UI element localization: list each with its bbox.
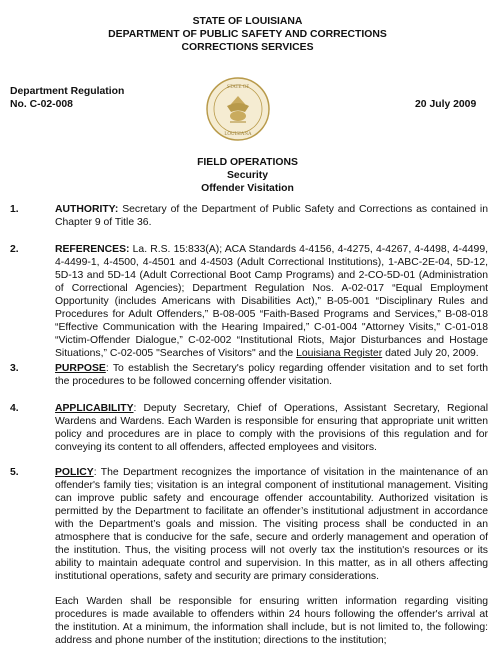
section-paragraph-2: Each Warden shall be responsible for ensuring written information regarding visiting procedures is made available to offenders within 24 hours following the offender's arrival at the institution. At a minimum, the information shall include, but is not limited to, the following: address and phone number of the institution; directions to the institution; — [55, 596, 488, 646]
section-label: AUTHORITY: — [55, 204, 119, 215]
document-header — [0, 15, 495, 54]
section-policy — [10, 466, 488, 647]
section-text: : To establish the Secretary's policy regarding offender visitation and to set forth the procedures to be followed concerning offender visitation. — [55, 363, 488, 387]
state-seal-icon — [205, 76, 271, 142]
subject-line-1: FIELD OPERATIONS — [197, 157, 298, 168]
section-applicability — [10, 402, 488, 454]
regulation-block — [10, 85, 124, 111]
section-number: 4. — [10, 403, 19, 414]
section-text: : Deputy Secretary, Chief of Operations, Assistant Secretary, Regional Wardens and Wardens. Each Warden is responsible for ensuring that appropriate unit written policy and procedures are in place to comply with the provisions of this regulation and for conveying its content to all offenders, affected employees and visitors. — [55, 403, 488, 453]
regulation-label: Department Regulation — [10, 86, 125, 97]
department-title: DEPARTMENT OF PUBLIC SAFETY AND CORRECTIONS — [108, 29, 387, 40]
seal-ring-top: STATE OF — [226, 85, 250, 90]
section-text-tail: dated July 20, 2009. — [382, 348, 479, 359]
section-text: La. R.S. 15:833(A); ACA Standards 4-4156, 4-4275, 4-4267, 4-4498, 4-4499, 4-4499-1, 4-4500, 4-4501 and 4-4503 (Adult Correctional Institutions), 1-ABC-2E-04, 5D-12, 5D-13 and 5D-14 (Adult Correctional Boot Camp Programs) and 2-CO-5D-01 (Administration of Correctional Agencies); Department Regulation Nos. A-02-017 “Equal Employment Opportunity (includes Americans with Disabilities Act),” B-05-001 “Disciplinary Rules and Procedures for Adult Offenders,” B-08-005 “Faith-Based Programs and Services,” B-08-018 “Effective Communication with the Hearing Impaired,” C-01-004 "Attorney Visits," C-01-018 “Victim-Offender Dialogue,” C-02-002 “Institutional Riots, Major Disturbances and Hostage Situations,” C-02-005 "Searches of Visitors" and the — [55, 244, 488, 359]
subject-line-3: Offender Visitation — [201, 183, 294, 194]
section-label: REFERENCES: — [55, 244, 130, 255]
section-label: POLICY — [55, 467, 94, 478]
section-number: 3. — [10, 363, 19, 374]
section-text: : The Department recognizes the importance of visitation in the maintenance of an offender's family ties; visitation is an integral component of institutional management. Visiting can improve public safety and encourage offender accountability. Authorized visitation is permitted by the Department to facilitate an offender’s institutional adjustment in accordance with the Department’s goals and mission. The visiting process shall be conducted in an atmosphere that is conducive for the safe, secure and orderly management and operation of the institution. Thus, the visiting process will not overly tax the institution's resources or its ability to maintain adequate control and supervision. In this matter, as in all others affecting institutional operations, safety and security are primary considerations. — [55, 467, 488, 582]
regulation-number: No. C-02-008 — [10, 99, 73, 110]
section-label: PURPOSE — [55, 363, 106, 374]
louisiana-register-link[interactable]: Louisiana Register — [296, 348, 383, 359]
regulation-date: 20 July 2009 — [415, 99, 477, 110]
section-authority — [10, 203, 488, 229]
subject-line-2: Security — [226, 170, 268, 181]
section-number: 5. — [10, 467, 19, 478]
section-references — [10, 243, 488, 360]
state-title: STATE OF LOUISIANA — [192, 16, 303, 27]
subject-block — [0, 156, 495, 195]
section-purpose — [10, 362, 488, 388]
section-label: APPLICABILITY — [55, 403, 134, 414]
section-text: Secretary of the Department of Public Safety and Corrections as contained in Chapter 9 of Title 36. — [55, 204, 488, 228]
seal-ring-bottom: LOUISIANA — [224, 132, 252, 137]
division-title: CORRECTIONS SERVICES — [181, 42, 314, 53]
section-number: 1. — [10, 204, 19, 215]
section-number: 2. — [10, 244, 19, 255]
